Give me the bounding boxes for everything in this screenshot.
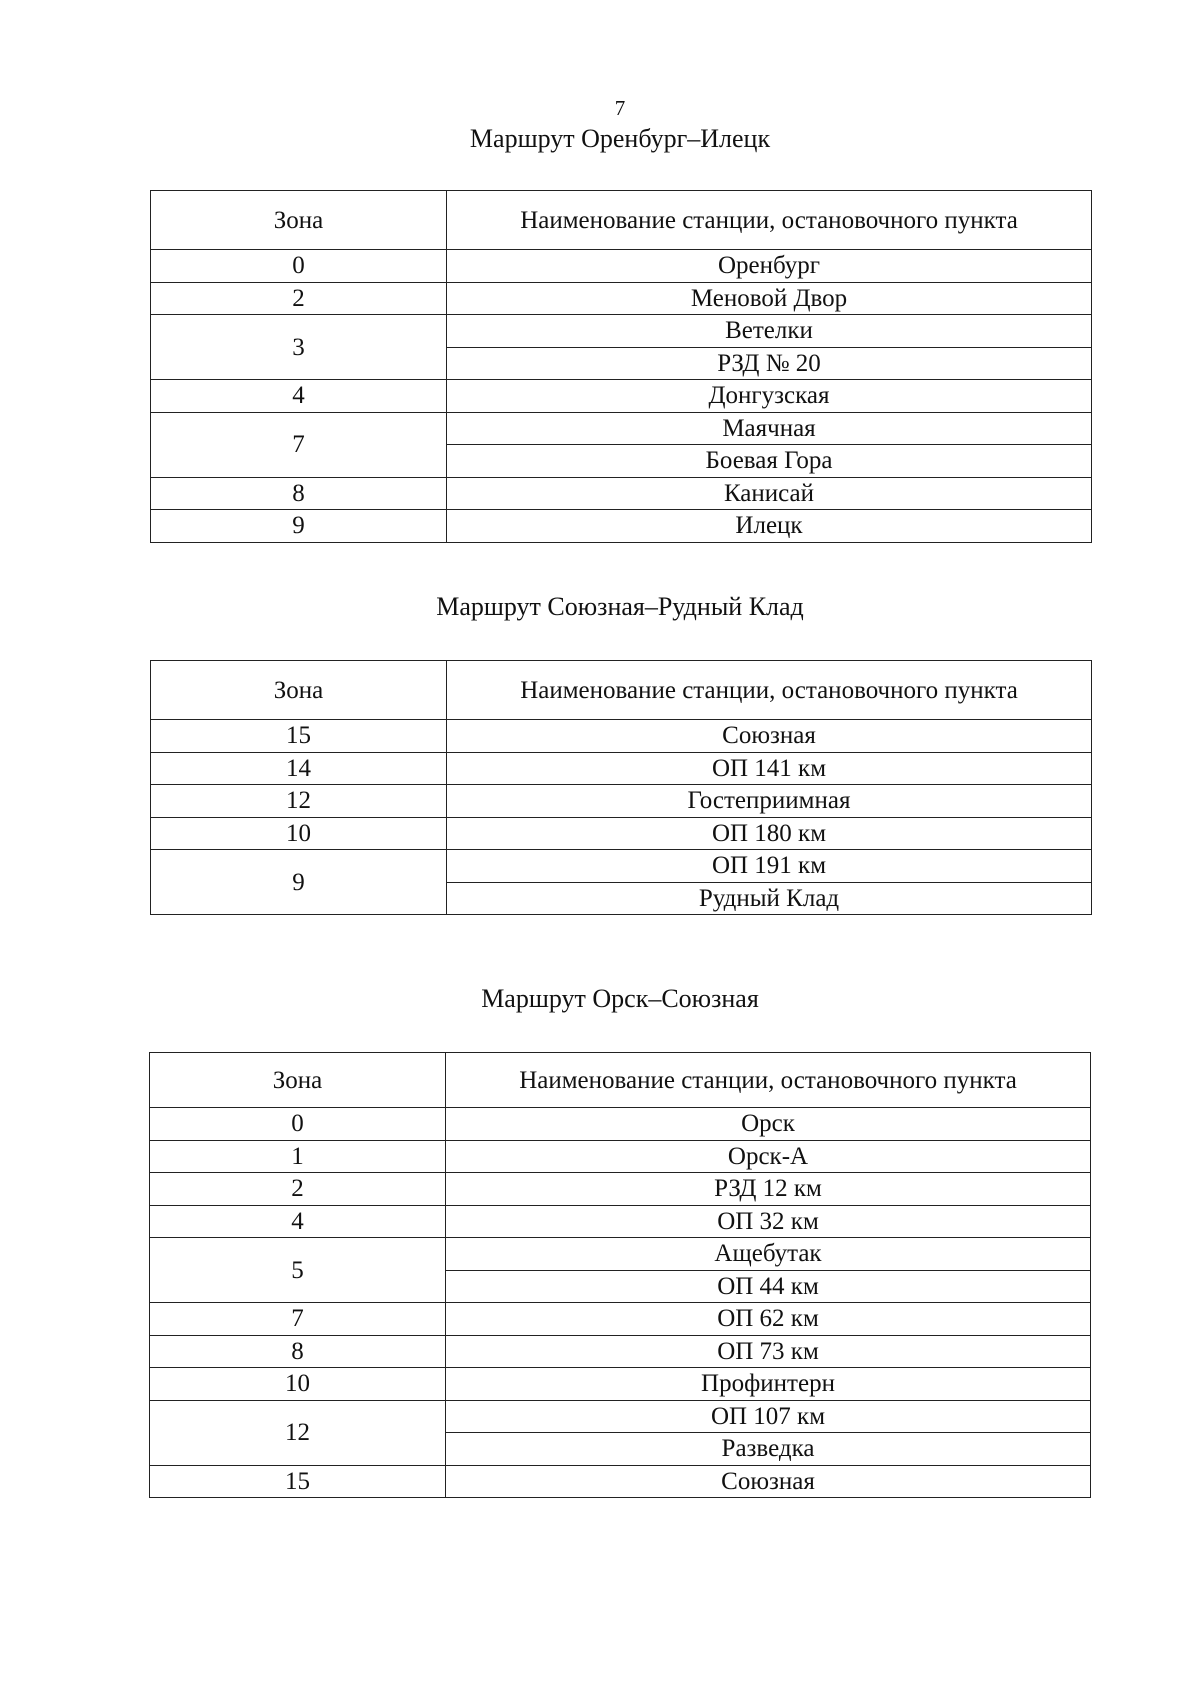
station-name-cell: Меновой Двор [447,282,1092,315]
table-row [151,817,1092,850]
table-row [150,1108,1091,1141]
station-name-cell: Канисай [447,477,1092,510]
station-name-cell: Орск-А [446,1140,1091,1173]
table-row [151,785,1092,818]
station-column-header: Наименование станции, остановочного пункта [446,1053,1091,1108]
station-name-cell: Рудный Клад [447,882,1092,915]
zone-cell: 0 [151,250,447,283]
station-name-cell: Ащебутак [446,1238,1091,1271]
table-row [151,250,1092,283]
station-name-cell: ОП 44 км [446,1270,1091,1303]
station-name-cell: Маячная [447,412,1092,445]
table-row [151,282,1092,315]
station-name-cell: Союзная [446,1465,1091,1498]
table-row [151,752,1092,785]
station-name-cell: Орск [446,1108,1091,1141]
station-name-cell: ОП 141 км [447,752,1092,785]
table-row [150,1238,1091,1271]
zone-cell: 3 [151,315,447,380]
station-name-cell: Гостеприимная [447,785,1092,818]
station-name-cell: Разведка [446,1433,1091,1466]
zone-cell: 10 [151,817,447,850]
table-header-row [150,1053,1091,1108]
station-name-cell: Ветелки [447,315,1092,348]
station-name-cell: РЗД № 20 [447,347,1092,380]
station-name-cell: ОП 32 км [446,1205,1091,1238]
table-header-row [151,191,1092,250]
zone-cell: 2 [150,1173,446,1206]
table-row [151,477,1092,510]
station-name-cell: РЗД 12 км [446,1173,1091,1206]
zone-cell: 15 [151,720,447,753]
station-name-cell: ОП 191 км [447,850,1092,883]
table-row [151,380,1092,413]
table-row [150,1368,1091,1401]
zone-cell: 15 [150,1465,446,1498]
route-table [150,660,1092,915]
zone-cell: 7 [151,412,447,477]
route-title: Маршрут Орск–Союзная [481,984,759,1013]
table-row [150,1173,1091,1206]
zone-cell: 10 [150,1368,446,1401]
table-row [151,412,1092,445]
table-header-row [151,661,1092,720]
zone-column-header: Зона [151,661,447,720]
table-row [150,1400,1091,1433]
station-name-cell: Профинтерн [446,1368,1091,1401]
station-name-cell: Донгузская [447,380,1092,413]
station-name-cell: ОП 62 км [446,1303,1091,1336]
station-name-cell: Оренбург [447,250,1092,283]
table-row [150,1303,1091,1336]
page-number: 7 [614,96,626,120]
station-name-cell: Илецк [447,510,1092,543]
station-name-cell: ОП 73 км [446,1335,1091,1368]
zone-column-header: Зона [150,1053,446,1108]
station-name-cell: ОП 107 км [446,1400,1091,1433]
table-row [151,315,1092,348]
zone-cell: 12 [151,785,447,818]
table-row [151,510,1092,543]
route-title: Маршрут Союзная–Рудный Клад [436,592,804,621]
zone-cell: 4 [150,1205,446,1238]
zone-cell: 12 [150,1400,446,1465]
station-name-cell: Союзная [447,720,1092,753]
zone-cell: 4 [151,380,447,413]
zone-cell: 8 [150,1335,446,1368]
zone-cell: 9 [151,850,447,915]
station-name-cell: Боевая Гора [447,445,1092,478]
table-row [150,1465,1091,1498]
zone-cell: 7 [150,1303,446,1336]
route-table [149,1052,1091,1498]
zone-cell: 1 [150,1140,446,1173]
table-row [151,720,1092,753]
zone-column-header: Зона [151,191,447,250]
station-name-cell: ОП 180 км [447,817,1092,850]
route-title: Маршрут Оренбург–Илецк [469,124,771,153]
zone-cell: 5 [150,1238,446,1303]
zone-cell: 0 [150,1108,446,1141]
zone-cell: 2 [151,282,447,315]
table-row [151,850,1092,883]
station-column-header: Наименование станции, остановочного пункта [447,191,1092,250]
zone-cell: 9 [151,510,447,543]
route-table [150,190,1092,543]
table-row [150,1335,1091,1368]
table-row [150,1205,1091,1238]
zone-cell: 8 [151,477,447,510]
table-row [150,1140,1091,1173]
station-column-header: Наименование станции, остановочного пункта [447,661,1092,720]
zone-cell: 14 [151,752,447,785]
